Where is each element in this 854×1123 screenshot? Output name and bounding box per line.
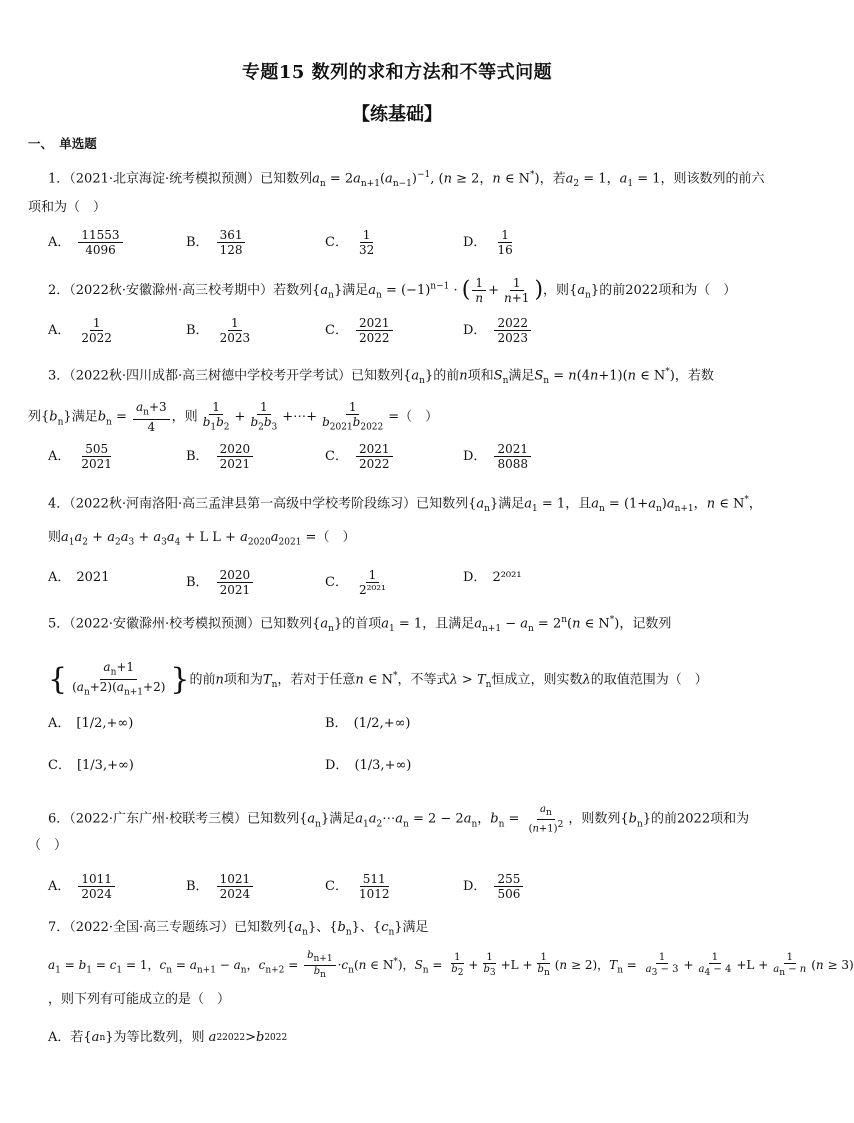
question-3-line-1: 3．（2022秋·四川成都·高三树德中学校考开学考试）已知数列$\{a_n\}$的前n项和$S_n$满足$S_n = n(4n+1)(n$ ∈ N*)，若数 [48,367,714,386]
question-4-line-2: 则$a_1a_2 + a_2a_3 + a_3a_4 + L$ $L + a_{2020}a_{2021}$ =（ ） [48,530,356,548]
q4-option-a[interactable]: A． 2021 [48,570,110,585]
question-3-line-2: 列$\{b_n\}$满足$b_n$ = $\frac{a_n+3}{4}$ ，则 $\frac{1}{b_1b_2}$ + $\frac{1}{b_2b_3}$ +⋯+ $\frac{1}{b_{2021}b_{2022}}$ =（ ） [28,400,439,435]
question-5-line-1: 5．（2022·安徽滁州·校考模拟预测）已知数列$\{a_n\}$的首项$a_1 = 1$，且满足$a_{n+1} - a_n = 2^n(n$ ∈ N*)，记数列 [48,615,672,634]
q5-option-a[interactable]: A． [1/2,+∞) [48,716,134,731]
question-7-line-3: ，则下列有可能成立的是（ ） [48,992,231,1007]
q3-option-c[interactable]: C． $\frac{2021}{2022}$ [325,442,395,471]
q5-option-b[interactable]: B． (1/2,+∞) [325,716,411,731]
question-7-line-2: $a_1 = b_1 = c_1 = 1$，$c_n = a_{n+1} - a_n$，$c_{n+2}$ = $\frac{b_{n+1}}{b_n}$ $\cdot c_n(n$ ∈ N*)，$S_n$ = $\frac{1}{b_2}$ + $\frac{1}{b_3}$ +L + $\frac{1}{b_n}$ (n ≥ 2)，$T_n$ = $\frac{1}{a_3 - 3}$ + $\frac{1}{a_4 - 4}$ +L + $\frac{1}{a_n - n}$ (n ≥ 3) [48,950,854,980]
q3-option-d[interactable]: D． $\frac{2021}{8088}$ [463,442,533,471]
q6-option-a[interactable]: A． $\frac{1011}{2024}$ [48,872,117,901]
question-7-line-1: 7．（2022·全国·高三专题练习）已知数列$\{a_n\}$、$\{b_n\}$、$\{c_n\}$满足 [48,920,429,938]
q2-option-a[interactable]: A． $\frac{1}{2022}$ [48,316,112,345]
q1-option-d[interactable]: D． $\frac{1}{16}$ [463,228,513,257]
q4-option-c[interactable]: C． $\frac{1}{\text{2²⁰²¹}}$ [325,568,386,597]
question-6-line-1: 6．（2022·广东广州·校联考三模）已知数列$\{a_n\}$满足$a_1a_2\cdots a_n = 2 - 2a_n$，$b_n$ = $\frac{a_n}{(n+1)^2}$ ，则数列$\{b_n\}$的前2022项和为 [48,804,750,835]
question-1-line-2: 项和为（ ） [28,200,107,215]
q3-option-b[interactable]: B． $\frac{2020}{2021}$ [186,442,255,471]
q1-option-c[interactable]: C． $\frac{1}{32}$ [325,228,375,257]
q2-option-c[interactable]: C． $\frac{2021}{2022}$ [325,316,395,345]
q6-option-b[interactable]: B． $\frac{1021}{2024}$ [186,872,255,901]
q5-option-c[interactable]: C． [1/3,+∞) [48,758,134,773]
page-subtitle: 【练基础】 [352,104,442,125]
question-1-line-1: 1．（2021·北京海淀·统考模拟预测）已知数列$a_n = 2a_{n+1}(a_{n-1})^{-1}$, (n ≥ 2，n ∈ N*)，若$a_2 = 1$，$a_1 = 1$，则该数列的前六 [48,170,765,189]
q3-option-a[interactable]: A． $\frac{505}{2021}$ [48,442,112,471]
q5-option-d[interactable]: D． (1/3,+∞) [325,758,412,773]
q6-option-d[interactable]: D． $\frac{255}{506}$ [463,872,525,901]
q6-option-c[interactable]: C． $\frac{511}{1012}$ [325,872,390,901]
section-heading: 一、 单选题 [28,136,97,151]
question-4-line-1: 4．（2022秋·河南洛阳·高三孟津县第一高级中学校考阶段练习）已知数列$\{a_n\}$满足$a_1 = 1$，且$a_n = (1+a_n)a_{n+1}$，n ∈ N*， [48,495,762,514]
q4-option-d[interactable]: D． 2²⁰²¹ [463,570,522,585]
question-5-line-2: { $\frac{a_n+1}{(a_n+2)(a_{n+1}+2)}$ }的前n项和为$T_n$，若对于任意n ∈ N*，不等式$\lambda > T_n$恒成立，则实数λ的取值范围为（ ） [48,660,708,698]
q4-option-b[interactable]: B． $\frac{2020}{2021}$ [186,568,255,597]
page-title: 专题15 数列的求和方法和不等式问题 [241,62,553,83]
q1-option-b[interactable]: B． $\frac{361}{128}$ [186,228,247,257]
question-6-line-2: （ ） [28,838,68,853]
question-2-line-1: 2．（2022秋·安徽滁州·高三校考期中）若数列$\{a_n\}$满足$a_n = (-1)^{n-1}$ · ( $\frac{1}{n}$ + $\frac{1}{n+1}$ )，则$\{a_n\}$的前2022项和为（ ） [48,276,737,305]
q7-option-a[interactable]: A．若 { a n } 为等比数列，则 a 2 2022 > b 2022 [48,1030,288,1045]
q2-option-b[interactable]: B． $\frac{1}{2023}$ [186,316,251,345]
q1-option-a[interactable]: A． $\frac{11553}{4096}$ [48,228,125,257]
q2-option-d[interactable]: D． $\frac{2022}{2023}$ [463,316,533,345]
